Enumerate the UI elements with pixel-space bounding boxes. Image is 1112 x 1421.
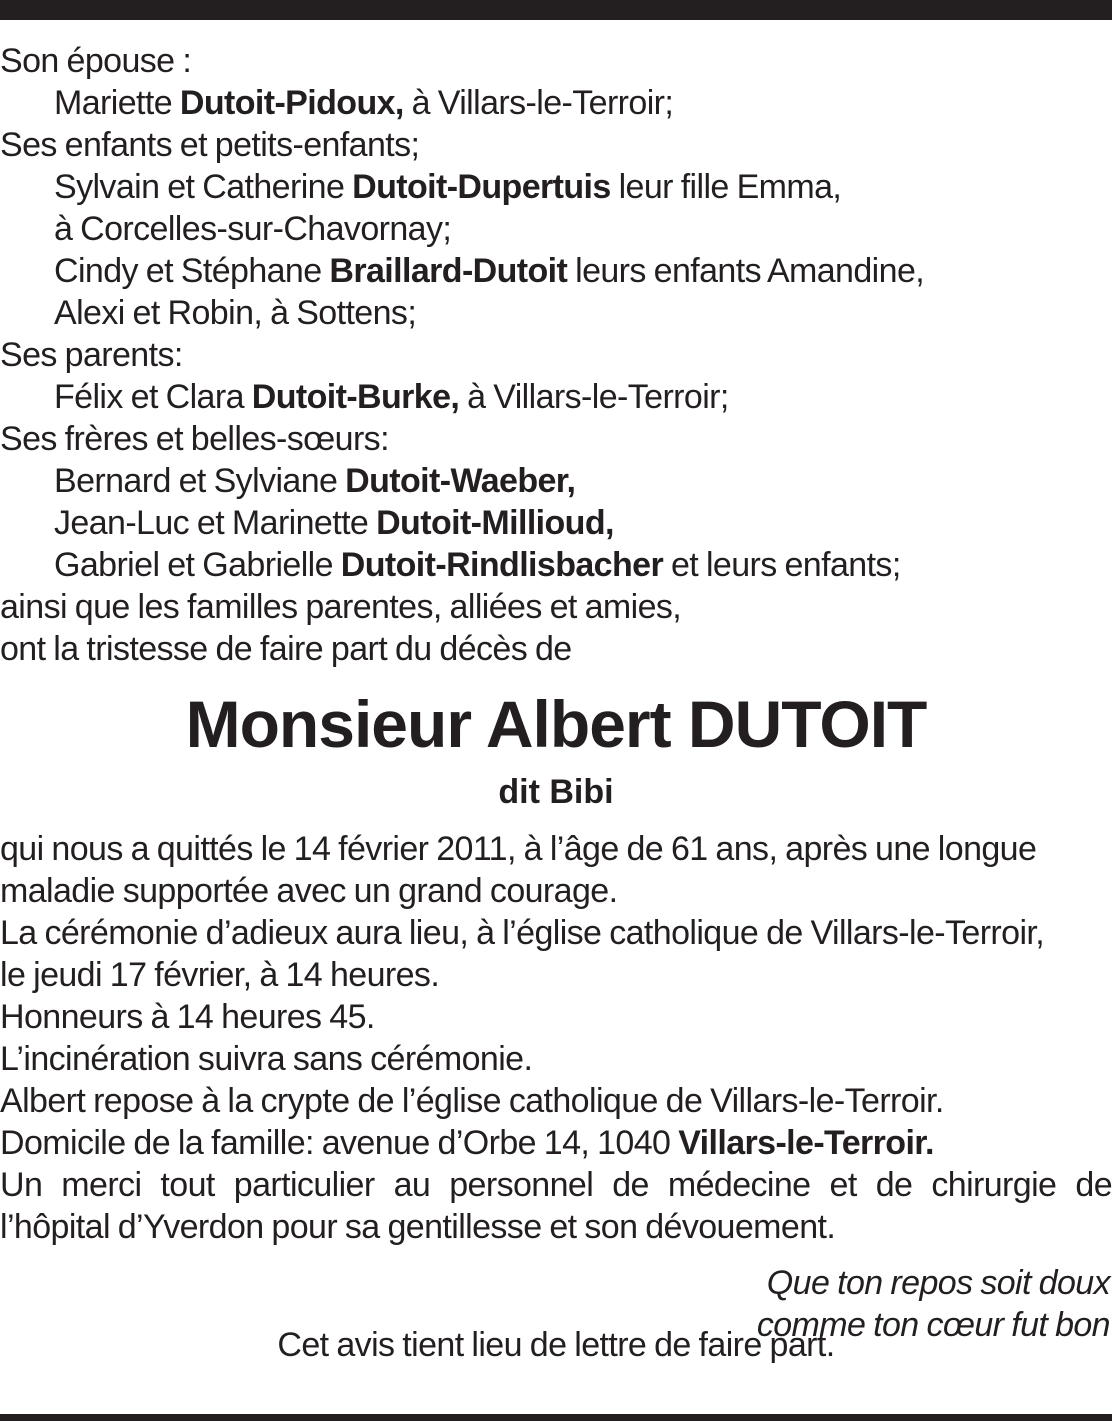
child-entry-1-continued: à Corcelles-sur-Chavornay; — [54, 210, 452, 248]
sibling-entry-2: Jean-Luc et Marinette Dutoit-Millioud, — [54, 504, 614, 542]
family-list — [0, 40, 1112, 670]
details-line-1: qui nous a quittés le 14 février 2011, à l’âge de 61 ans, après une longue — [0, 830, 1037, 868]
quote-line-2: comme ton cœur fut bon — [756, 1306, 1110, 1344]
thanks-line-1: Un merci tout particulier au personnel de médecine et de chirurgie de — [0, 1166, 1112, 1204]
ceremony-line-2: le jeudi 17 février, à 14 heures. — [0, 956, 440, 994]
child-entry-1: Sylvain et Catherine Dutoit-Dupertuis leur fille Emma, — [54, 168, 842, 206]
relatives-line: ainsi que les familles parentes, alliées et amies, — [0, 588, 682, 626]
domicile-line: Domicile de la famille: avenue d’Orbe 14, 1040 Villars-le-Terroir. — [0, 1124, 934, 1162]
children-heading: Ses enfants et petits-enfants; — [0, 126, 420, 164]
sibling-2-name: Dutoit-Millioud, — [376, 504, 614, 542]
parents-entry: Félix et Clara Dutoit-Burke, à Villars-le-Terroir; — [54, 378, 729, 416]
domicile-place: Villars-le-Terroir. — [678, 1124, 934, 1162]
child-2-name: Braillard-Dutoit — [329, 252, 568, 290]
thanks-line-2: l’hôpital d’Yverdon pour sa gentillesse et son dévouement. — [0, 1208, 836, 1246]
sibling-entry-3: Gabriel et Gabrielle Dutoit-Rindlisbacher et leurs enfants; — [54, 546, 901, 584]
ceremony-line-1: La cérémonie d’adieux aura lieu, à l’église catholique de Villars-le-Terroir, — [0, 914, 1045, 952]
child-1-name: Dutoit-Dupertuis — [352, 168, 611, 206]
rest-place-line: Albert repose à la crypte de l’église catholique de Villars-le-Terroir. — [0, 1082, 944, 1120]
parents-name: Dutoit-Burke, — [251, 378, 460, 416]
child-entry-2-continued: Alexi et Robin, à Sottens; — [54, 294, 417, 332]
spouse-name: Dutoit-Pidoux, — [179, 84, 404, 122]
incineration-line: L’incinération suivra sans cérémonie. — [0, 1040, 533, 1078]
sibling-1-name: Dutoit-Waeber, — [345, 462, 576, 500]
spouse-heading: Son épouse : — [0, 42, 192, 80]
parents-heading: Ses parents: — [0, 336, 183, 374]
sibling-entry-1: Bernard et Sylviane Dutoit-Waeber, — [54, 462, 576, 500]
sibling-3-name: Dutoit-Rindlisbacher — [340, 546, 664, 584]
details-line-2: maladie supportée avec un grand courage. — [0, 872, 618, 910]
bottom-rule — [0, 1414, 1112, 1421]
child-entry-2: Cindy et Stéphane Braillard-Dutoit leurs enfants Amandine, — [54, 252, 925, 290]
details-block — [0, 828, 1112, 1248]
deceased-nickname: dit Bibi — [498, 773, 614, 811]
deceased-name: Monsieur Albert DUTOIT — [185, 687, 927, 761]
honours-line: Honneurs à 14 heures 45. — [0, 998, 375, 1036]
top-rule — [0, 0, 1112, 20]
closing-note: Cet avis tient lieu de lettre de faire part. — [277, 1326, 835, 1364]
quote-line-1: Que ton repos soit doux — [766, 1264, 1110, 1302]
spouse-entry: Mariette Dutoit-Pidoux, à Villars-le-Terroir; — [54, 84, 674, 122]
announcement-line: ont la tristesse de faire part du décès de — [0, 630, 572, 668]
siblings-heading: Ses frères et belles-sœurs: — [0, 420, 389, 458]
